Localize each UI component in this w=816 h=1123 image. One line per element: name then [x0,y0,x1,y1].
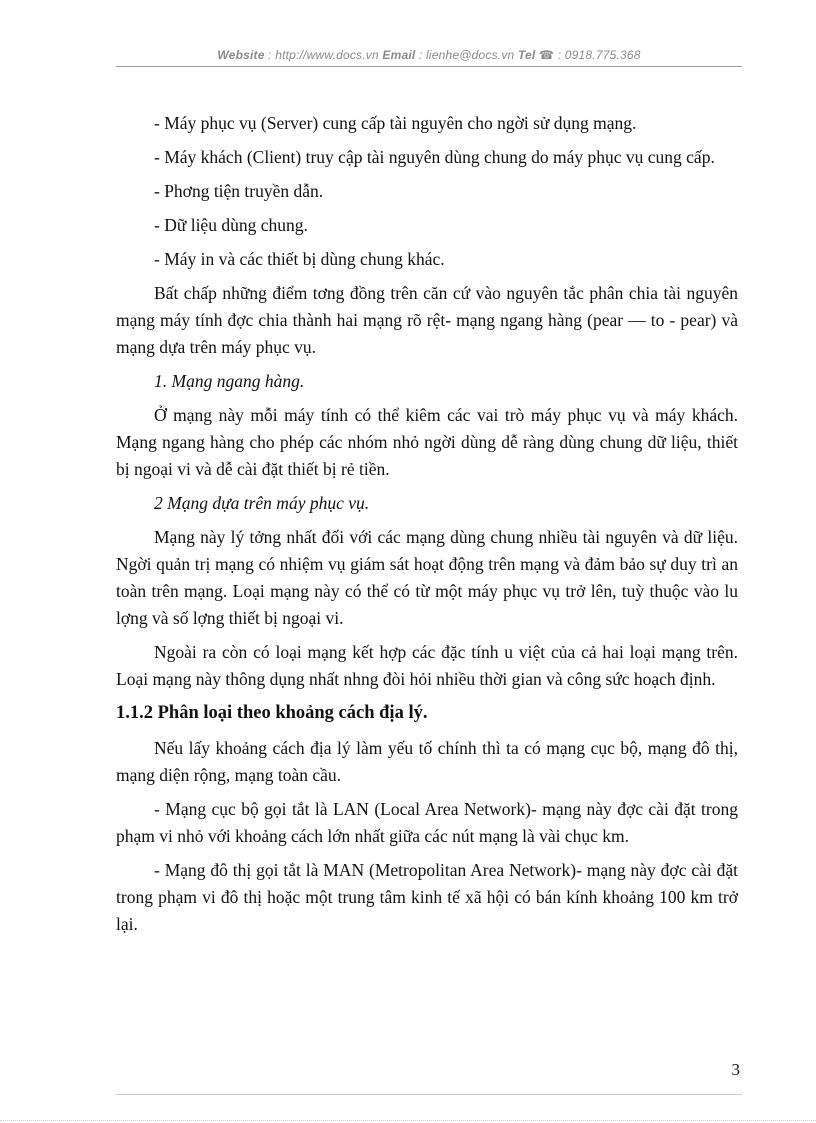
page-header [116,48,742,62]
paragraph: - Máy in và các thiết bị dùng chung khác. [154,249,445,269]
paragraph: Nếu lấy khoảng cách địa lý làm yếu tố chính thì ta có mạng cục bộ, mạng đô thị, mạng diện rộng, mạng toàn cầu. [116,738,738,785]
paragraph: - Máy khách (Client) truy cập tài nguyên dùng chung do máy phục vụ cung cấp. [154,147,715,167]
tel-label: Tel [517,48,536,62]
website-label: Website [217,48,265,62]
paragraph: Bất chấp những điểm tơng đồng trên căn cứ vào nguyên tắc phân chia tài nguyên mạng máy tính đợc chia thành hai mạng rõ rệt- mạng ngang hàng (pear — to - pear) và mạng dựa trên máy phục vụ. [116,283,738,357]
paragraph: - Mạng đô thị gọi tắt là MAN (Metropolitan Area Network)- mạng này đợc cài đặt trong phạm vi đô thị hoặc một trung tâm kinh tế xã hội có bán kính khoảng 100 km trở lại. [116,860,738,934]
page-bottom-border [0,1120,816,1121]
subheading-peer-to-peer: 1. Mạng ngang hàng. [154,371,305,391]
email-label: Email [382,48,416,62]
subheading-server-based: 2 Mạng dựa trên máy phục vụ. [154,493,370,513]
website-value: : http://www.docs.vn [268,48,379,62]
paragraph: Ở mạng này mỗi máy tính có thể kiêm các vai trò máy phục vụ và máy khách. Mạng ngang hàng cho phép các nhóm nhỏ ngời dùng dễ ràng dùng chung dữ liệu, thiết bị ngoại vi và dễ cài đặt thiết bị rẻ tiền. [116,405,738,479]
header-divider [116,66,742,67]
paragraph: - Dữ liệu dùng chung. [154,215,308,235]
email-value: : lienhe@docs.vn [418,48,515,62]
paragraph: - Phơng tiện truyền dẫn. [154,181,324,201]
page-number: 3 [731,1060,740,1079]
paragraph: - Máy phục vụ (Server) cung cấp tài nguyên cho ngời sử dụng mạng. [154,113,637,133]
tel-value: : 0918.775.368 [557,48,641,62]
section-heading: 1.1.2 Phân loại theo khoảng cách địa lý. [116,703,428,723]
paragraph: - Mạng cục bộ gọi tắt là LAN (Local Area Network)- mạng này đợc cài đặt trong phạm vi nhỏ với khoảng cách lớn nhất giữa các nút mạng là vài chục km. [116,799,738,846]
paragraph: Mạng này lý tởng nhất đối với các mạng dùng chung nhiều tài nguyên và dữ liệu. Ngời quản trị mạng có nhiệm vụ giám sát hoạt động trên mạng và đảm bảo sự duy trì an toàn trên mạng. Loại mạng này có thể có từ một máy phục vụ trở lên, tuỳ thuộc vào lu lợng và số lợng thiết bị ngoại vi. [116,527,738,628]
phone-icon: ☎ [539,48,555,62]
footer-divider [116,1094,742,1095]
document-body [116,110,738,945]
paragraph: Ngoài ra còn có loại mạng kết hợp các đặc tính u việt của cả hai loại mạng trên. Loại mạng này thông dụng nhất nhng đòi hỏi nhiều thời gian và công sức hoạch định. [116,642,738,689]
